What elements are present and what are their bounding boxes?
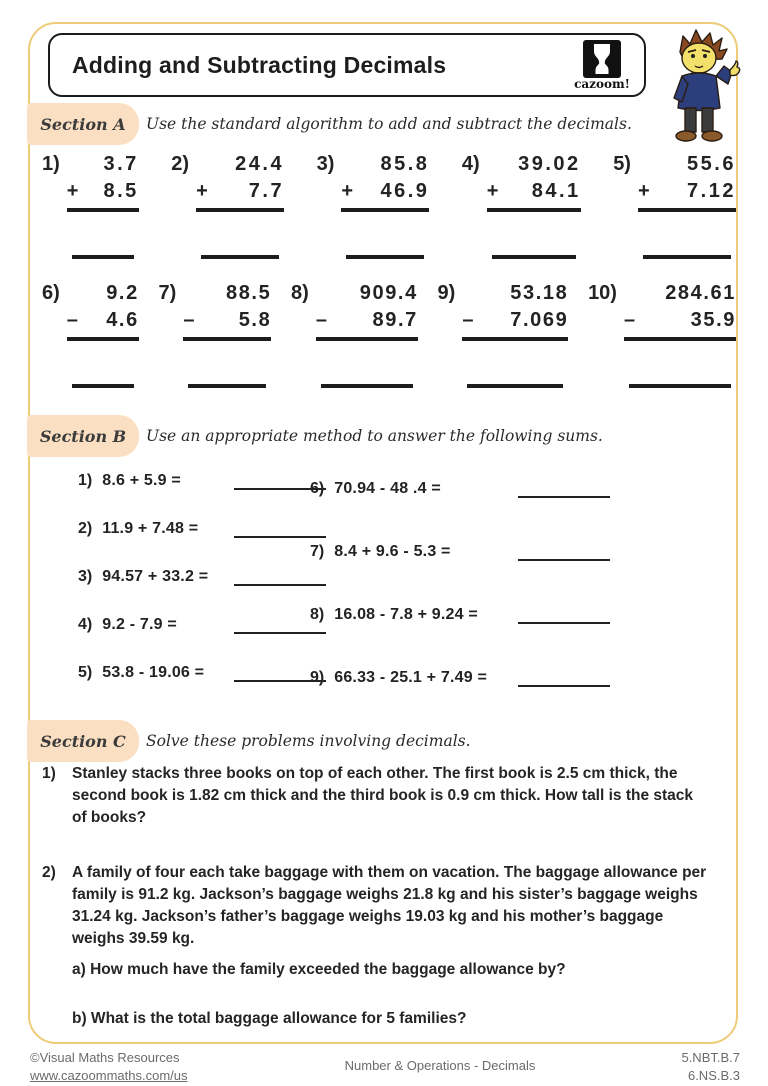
column-arithmetic-problem: [462, 151, 581, 259]
problem-number: 3): [316, 153, 335, 175]
operand-bottom: 7.7: [248, 180, 285, 202]
sum-number: 2): [78, 520, 93, 537]
sum-item: [310, 661, 610, 687]
sum-item: [310, 535, 610, 561]
operand-bottom: 89.7: [372, 309, 418, 331]
section-b-label: Section B: [39, 426, 127, 446]
equals-line: [183, 337, 271, 341]
worksheet-category: Number & Operations - Decimals: [344, 1058, 536, 1073]
standard-code-1: 5.NBT.B.7: [681, 1050, 740, 1065]
equals-line: [316, 337, 418, 341]
answer-line: [188, 384, 266, 388]
word-problem-1: [42, 763, 710, 829]
operator-sign: –: [623, 309, 636, 331]
answer-blank: [518, 667, 610, 687]
operand-bottom: 7.069: [510, 309, 569, 331]
answer-line: [346, 255, 424, 259]
page-title: Adding and Subtracting Decimals: [72, 51, 447, 78]
problem-number: 1): [42, 153, 60, 175]
operand-bottom: 46.9: [380, 180, 430, 202]
section-a-label: Section A: [40, 114, 126, 134]
word-problem-2-part-b: b) What is the total baggage allowance for 5 families?: [72, 1010, 467, 1027]
operand-top: 9.2: [106, 282, 139, 304]
operand-top: 88.5: [225, 282, 272, 304]
problem-number: 8): [291, 282, 309, 304]
problem-number: 7): [158, 282, 177, 304]
problem-number: 6): [42, 282, 60, 304]
equals-line: [638, 208, 736, 212]
answer-blank: [518, 478, 610, 498]
problem-number: 5): [613, 153, 631, 175]
sum-number: 5): [78, 664, 93, 681]
word-problem-2-number: 2): [42, 864, 56, 881]
sum-number: 7): [310, 543, 325, 560]
equals-line: [624, 337, 736, 341]
word-problem-2: [42, 862, 710, 1030]
operand-top: 85.8: [380, 153, 430, 175]
operator-sign: –: [183, 309, 195, 331]
footer: [30, 1049, 740, 1084]
standard-code-2: 6.NS.B.3: [687, 1067, 740, 1083]
sum-item: [78, 656, 326, 682]
word-problem-1-text: Stanley stacks three books on top of each other. The first book is 2.5 cm thick, the second book is 1.82 cm thick and the third book is 0.9 cm thick. How tall is the stack of books?: [72, 765, 694, 826]
sum-expression: 8.4 + 9.6 - 5.3 =: [334, 543, 451, 560]
section-a-problem-row-1: [42, 151, 736, 259]
equals-line: [462, 337, 568, 341]
sum-number: 9): [310, 669, 325, 686]
operator-sign: +: [486, 180, 499, 202]
equals-line: [487, 208, 581, 212]
word-problem-2-text: A family of four each take baggage with them on vacation. The baggage allowance per family is 91.2 kg. Jackson’s baggage weighs 21.8 kg and his sister’s baggage weighs 31.24 kg. Jackson’s father’s baggage weighs 19.03 kg and his mother’s baggage weighs 39.59 kg.: [72, 864, 707, 947]
operator-sign: +: [637, 180, 650, 202]
title-box: [48, 33, 646, 97]
operand-bottom: 7.12: [687, 180, 736, 202]
sum-item: [78, 512, 326, 538]
sum-number: 3): [78, 568, 93, 585]
section-b-tab: [27, 415, 139, 457]
operand-bottom: 5.8: [238, 309, 272, 331]
section-c-label: Section C: [40, 731, 126, 751]
operator-sign: –: [315, 309, 327, 331]
column-arithmetic-problem: [291, 280, 418, 388]
operand-bottom: 84.1: [531, 180, 581, 202]
column-arithmetic-problem: [171, 151, 284, 259]
answer-blank: [518, 604, 610, 624]
cazoom-logo-text: cazoom!: [574, 77, 630, 91]
answer-line: [643, 255, 731, 259]
answer-line: [72, 255, 134, 259]
sum-number: 8): [310, 606, 325, 623]
answer-line: [467, 384, 563, 388]
problem-number: 4): [461, 153, 480, 175]
sum-expression: 16.08 - 7.8 + 9.24 =: [334, 606, 478, 623]
sum-expression: 9.2 - 7.9 =: [102, 616, 177, 633]
section-c-problems: [42, 763, 710, 1063]
sum-expression: 8.6 + 5.9 =: [102, 472, 181, 489]
column-arithmetic-problem: [613, 151, 736, 259]
section-a-problem-row-2: [42, 280, 736, 388]
sum-item: [78, 608, 326, 634]
operand-top: 53.18: [510, 282, 569, 304]
copyright-text: ©Visual Maths Resources: [30, 1050, 180, 1065]
sum-expression: 11.9 + 7.48 =: [102, 520, 199, 537]
equals-line: [341, 208, 429, 212]
sum-expression: 53.8 - 19.06 =: [102, 664, 205, 681]
mascot-boy-illustration: [652, 26, 744, 144]
column-arithmetic-problem: [42, 151, 139, 259]
problem-number: 10): [588, 282, 617, 304]
operand-top: 55.6: [687, 153, 736, 175]
operator-sign: –: [66, 309, 78, 331]
answer-line: [492, 255, 576, 259]
operand-top: 24.4: [235, 153, 285, 175]
sum-expression: 70.94 - 48 .4 =: [334, 480, 441, 497]
cazoom-logo: [574, 39, 630, 91]
equals-line: [196, 208, 284, 212]
sum-item: [78, 464, 326, 490]
sum-item: [78, 560, 326, 586]
section-b-right-column: [310, 472, 610, 724]
sum-item: [310, 598, 610, 624]
equals-line: [67, 208, 139, 212]
operator-sign: +: [196, 180, 208, 202]
sum-expression: 94.57 + 33.2 =: [102, 568, 209, 585]
problem-number: 2): [171, 153, 190, 175]
answer-line: [72, 384, 134, 388]
column-arithmetic-problem: [159, 280, 272, 388]
operand-bottom: 8.5: [103, 180, 139, 202]
section-b-left-column: [78, 464, 326, 704]
hourglass-icon: [582, 39, 622, 79]
section-a-instruction: Use the standard algorithm to add and subtract the decimals.: [146, 115, 632, 133]
column-arithmetic-problem: [42, 280, 139, 388]
problem-number: 9): [437, 282, 456, 304]
sum-item: [310, 472, 610, 498]
answer-line: [629, 384, 731, 388]
answer-line: [201, 255, 279, 259]
operand-bottom: 35.9: [690, 309, 736, 331]
operand-top: 39.02: [518, 153, 581, 175]
column-arithmetic-problem: [317, 151, 430, 259]
section-c-tab: [27, 720, 139, 762]
section-c-instruction: Solve these problems involving decimals.: [146, 732, 471, 750]
sum-number: 4): [78, 616, 93, 633]
column-arithmetic-problem: [438, 280, 569, 388]
operand-top: 284.61: [665, 282, 736, 304]
operator-sign: +: [341, 180, 354, 202]
column-arithmetic-problem: [588, 280, 736, 388]
equals-line: [67, 337, 139, 341]
website-link[interactable]: www.cazoommaths.com/us: [30, 1067, 188, 1083]
sum-expression: 66.33 - 25.1 + 7.49 =: [334, 669, 487, 686]
operand-bottom: 4.6: [106, 309, 139, 331]
word-problem-1-number: 1): [42, 765, 56, 782]
section-b-instruction: Use an appropriate method to answer the following sums.: [146, 427, 603, 445]
answer-blank: [518, 541, 610, 561]
operator-sign: +: [66, 180, 79, 202]
operator-sign: –: [462, 309, 474, 331]
operand-top: 3.7: [103, 153, 139, 175]
answer-line: [321, 384, 413, 388]
sum-number: 1): [78, 472, 93, 489]
operand-top: 909.4: [359, 282, 418, 304]
word-problem-2-part-a: a) How much have the family exceeded the baggage allowance by?: [72, 961, 566, 978]
sum-number: 6): [310, 480, 325, 497]
section-a-tab: [27, 103, 139, 145]
